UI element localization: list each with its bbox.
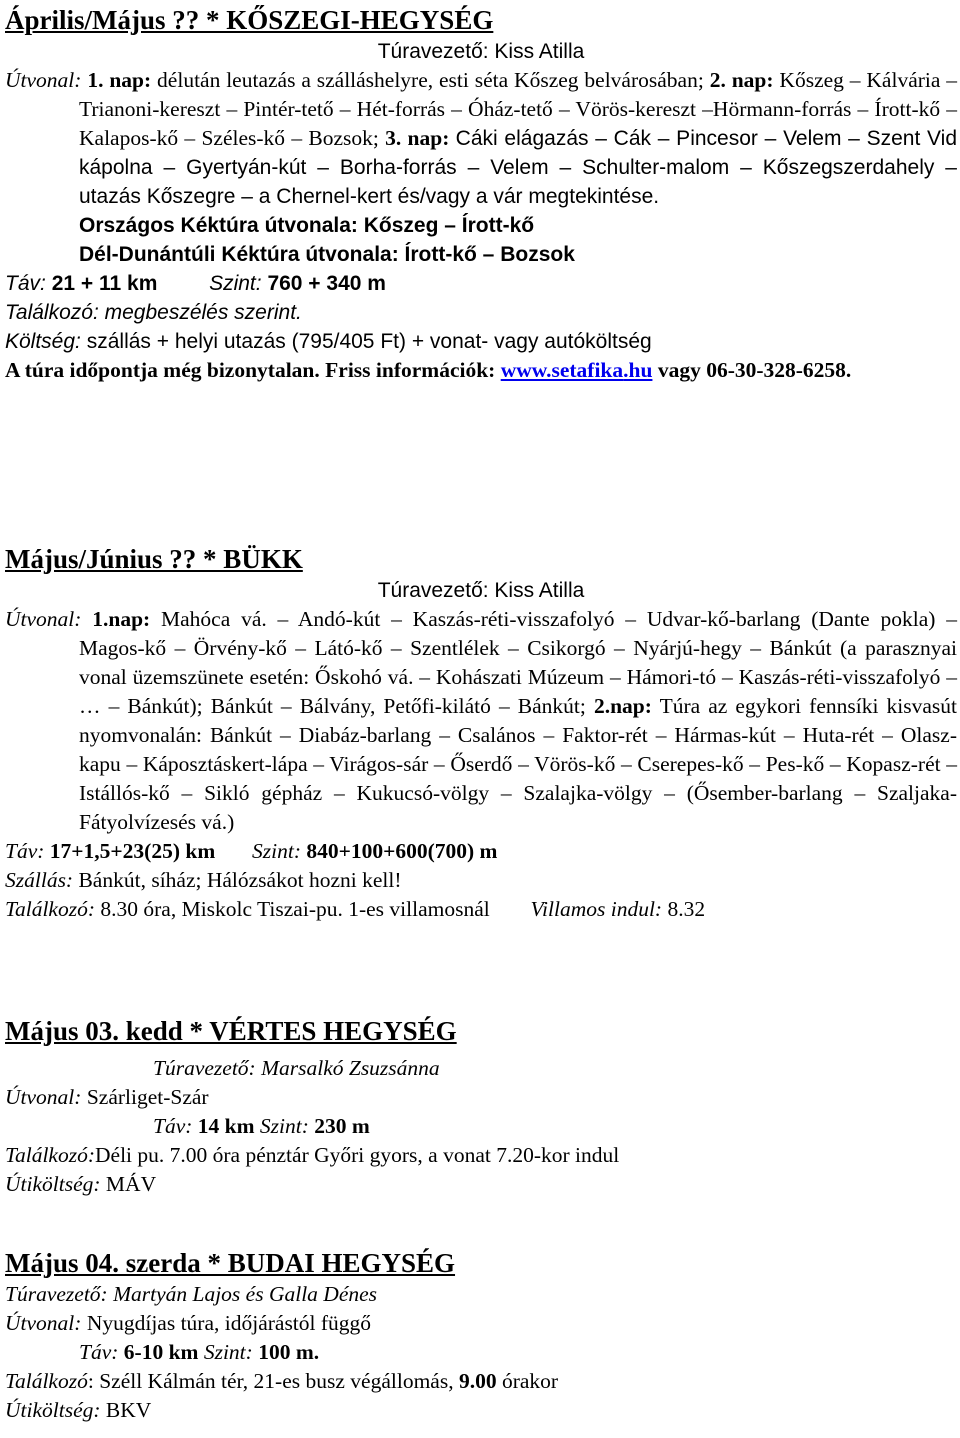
elevation-label: Szint: xyxy=(259,1114,309,1138)
day1-label: 1. nap: xyxy=(87,68,152,92)
route xyxy=(5,605,957,837)
meeting-line xyxy=(5,1141,957,1170)
section-budai xyxy=(5,1246,957,1425)
distance-line xyxy=(5,1338,957,1367)
meeting-label: Találkozó: xyxy=(5,897,95,921)
lodging-line xyxy=(5,866,957,895)
guide: Túravezető: Kiss Atilla xyxy=(377,579,585,602)
cost-value: MÁV xyxy=(105,1172,157,1196)
meeting-line xyxy=(5,1367,957,1396)
meeting-line: Találkozó: megbeszélés szerint. xyxy=(5,301,302,324)
day3-text: Cáki elágazás – Cák – Pincesor – Velem – Szent Vid kápolna – Gyertyán-kút – Borha-forrás – Velem – Schulter-malom – Kőszegszerdahely – utazás Kőszegre – a Chernel-kert és/vagy a vár megtekintése. xyxy=(79,127,958,208)
guide: Túravezető: Martyán Lajos és Galla Dénes xyxy=(5,1282,378,1306)
meeting-label: Találkozó: xyxy=(5,1143,95,1167)
elevation-value: 760 + 340 m xyxy=(267,272,386,295)
meeting-value: : Széll Kálmán tér, 21-es busz végállomás, xyxy=(87,1369,454,1393)
elevation-value: 230 m xyxy=(314,1114,370,1138)
guide: Túravezető: Marsalkó Zsuzsánna xyxy=(153,1056,440,1080)
day2-text: Túra az egykori fennsíki kisvasút nyomvonalán: Bánkút – Diabáz-barlang – Csalános – Faktor-rét – Hármas-kút – Huta-rét – Olasz-kapu – Káposztáskert-lápa – Virágos-sár – Őserdő – Vörös-kő – Cserepes-kő – Pes-kő – Kopasz-rét – Istállós-kő – Sikló gépház – Kukucsó-völgy – Szalajka-völgy – (Ősember-barlang – Szaljaka-Fátyolvízesés vá.) xyxy=(79,694,957,834)
cost-label: Útiköltség: xyxy=(5,1172,101,1196)
day1-text: délután leutazás a szálláshelyre, esti séta Kőszeg belvárosában; xyxy=(157,68,704,92)
distance-line xyxy=(5,1112,957,1141)
elevation-value: 840+100+600(700) m xyxy=(306,839,498,863)
section-vertes xyxy=(5,1014,957,1199)
cost-label: Útiköltség: xyxy=(5,1398,101,1422)
elevation-label: Szint: xyxy=(203,1340,253,1364)
elevation-value: 100 m. xyxy=(258,1340,320,1364)
day2-label: 2.nap: xyxy=(593,694,652,718)
distance-value: 6-10 km xyxy=(123,1340,199,1364)
distance-value: 21 + 11 km xyxy=(51,272,158,295)
distance-line xyxy=(5,837,957,866)
distance-label: Táv: xyxy=(79,1340,119,1364)
lodging-value: Bánkút, síház; Hálózsákot hozni kell! xyxy=(78,868,402,892)
tram-label: Villamos indul: xyxy=(530,897,663,921)
cost-value: szállás + helyi utazás (795/405 Ft) + vonat- vagy autóköltség xyxy=(86,330,652,353)
phone-text: vagy 06-30-328-6258. xyxy=(657,358,852,382)
section-title: Április/Május ?? * KŐSZEGI-HEGYSÉG xyxy=(5,5,494,35)
note-line xyxy=(5,356,957,385)
meeting-line xyxy=(5,895,957,924)
meeting-label: Találkozó xyxy=(5,1369,88,1393)
route xyxy=(5,66,957,211)
route-value: Szárliget-Szár xyxy=(86,1085,209,1109)
meeting-value: 8.30 óra, Miskolc Tiszai-pu. 1-es villamosnál xyxy=(100,897,490,921)
route-value: Nyugdíjas túra, időjárástól függő xyxy=(86,1311,372,1335)
kektura-line: Országos Kéktúra útvonala: Kőszeg – Írott-kő xyxy=(79,214,535,237)
route-label: Útvonal: xyxy=(5,607,82,631)
guide: Túravezető: Kiss Atilla xyxy=(377,40,585,63)
route-line xyxy=(5,1309,957,1338)
note-text: A túra időpontja még bizonytalan. Friss információk: xyxy=(5,358,496,382)
route-label: Útvonal: xyxy=(5,1085,82,1109)
section-title: Május 03. kedd * VÉRTES HEGYSÉG xyxy=(5,1016,457,1046)
route-line xyxy=(5,1083,957,1112)
elevation-label: Szint: xyxy=(252,839,301,863)
day1-text: Mahóca vá. – Andó-kút – Kaszás-réti-visszafolyó – Udvar-kő-barlang (Dante pokla) – Magos-kő – Örvény-kő – Látó-kő – Szentlélek – Csikorgó – Nyárjú-hegy – Bánkút (a parasznyai vonal üzemszünete esetén: Őskohó vá. – Kohászati Múzeum – Hámori-tó – Kaszás-réti-visszafolyó – … – Bánkút); Bánkút – Bálvány, Petőfi-kilátó – Bánkút; xyxy=(79,607,958,718)
distance-label: Táv: xyxy=(5,272,46,295)
section-koszeg xyxy=(5,3,957,385)
day2-text: Kőszeg – Kálvária – Trianoni-kereszt – Pintér-tető – Hét-forrás – Óház-tető – Vörös-kereszt –Hörmann-forrás – Írott-kő – Kalapos-kő – Széles-kő – Bozsok; xyxy=(79,68,958,150)
day2-label: 2. nap: xyxy=(709,68,774,92)
cost-value: BKV xyxy=(105,1398,152,1422)
distance-value: 14 km xyxy=(197,1114,255,1138)
distance-value: 17+1,5+23(25) km xyxy=(49,839,216,863)
meeting-end: órakor xyxy=(501,1369,559,1393)
website-link[interactable]: www.setafika.hu xyxy=(500,358,653,382)
distance-line xyxy=(5,269,957,298)
day3-label: 3. nap: xyxy=(385,126,450,150)
elevation-label: Szint: xyxy=(209,272,262,295)
cost-line xyxy=(5,327,957,356)
section-bukk xyxy=(5,542,957,924)
lodging-label: Szállás: xyxy=(5,868,74,892)
route-label: Útvonal: xyxy=(5,1311,82,1335)
cost-label: Költség: xyxy=(5,330,81,353)
cost-line xyxy=(5,1170,957,1199)
distance-label: Táv: xyxy=(153,1114,193,1138)
tram-value: 8.32 xyxy=(667,897,706,921)
dd-kektura-line: Dél-Dunántúli Kéktúra útvonala: Írott-kő – Bozsok xyxy=(79,243,575,266)
section-title: Május/Június ?? * BÜKK xyxy=(5,544,303,574)
cost-line xyxy=(5,1396,957,1425)
route-label: Útvonal: xyxy=(5,68,82,92)
section-title: Május 04. szerda * BUDAI HEGYSÉG xyxy=(5,1248,456,1278)
meeting-time: 9.00 xyxy=(458,1369,497,1393)
meeting-value: Déli pu. 7.00 óra pénztár Győri gyors, a vonat 7.20-kor indul xyxy=(95,1143,620,1167)
day1-label: 1.nap: xyxy=(92,607,151,631)
distance-label: Táv: xyxy=(5,839,45,863)
